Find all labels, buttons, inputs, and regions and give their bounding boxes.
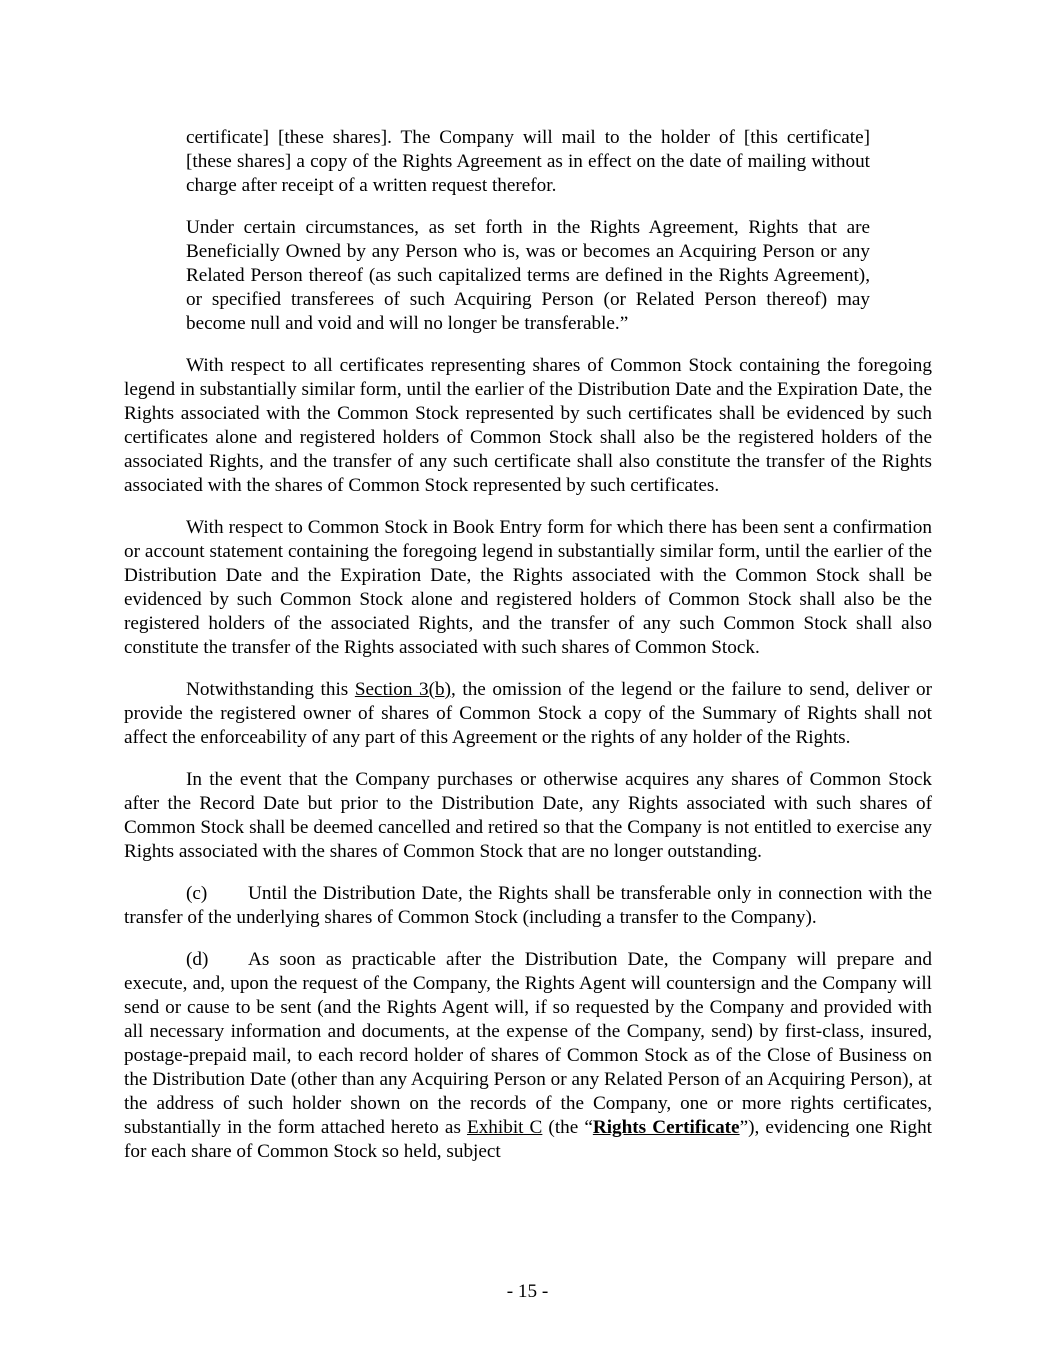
paragraph-book-entry: With respect to Common Stock in Book Entry form for which there has been sent a confirmation or account statement containing the foregoing legend in substantially similar form, until the earlier of the Distribution Date and the Expiration Date, the Rights associated with the Common Stock shall be evidenced by such Common Stock alone and registered holders of Common Stock shall also be the registered holders of the associated Rights, and the transfer of any such Common Stock shall also constitute the transfer of the Rights associated with such shares of Common Stock. — [124, 517, 932, 658]
page-content — [124, 126, 932, 1164]
paragraph-notwithstanding — [124, 678, 932, 750]
section-d-label: (d) — [186, 949, 209, 970]
paragraph-purchase: In the event that the Company purchases or otherwise acquires any shares of Common Stock after the Record Date but prior to the Distribution Date, any Rights associated with such shares of Common Stock shall be deemed cancelled and retired so that the Company is not entitled to exercise any Rights associated with the shares of Common Stock that are no longer outstanding. — [124, 769, 932, 862]
section-d-post-text: ”), evidencing one Right for each share of Common Stock so held, subject — [124, 1117, 933, 1162]
notwithstanding-pre-text: Notwithstanding this — [186, 679, 355, 700]
exhibit-c-reference: Exhibit C — [466, 1117, 543, 1138]
rights-certificate-term: Rights Certificate — [592, 1117, 740, 1138]
notwithstanding-post-text: , the omission of the legend or the failure to send, deliver or provide the registered owner of shares of Common Stock a copy of the Summary of Rights shall not affect the enforceability of any part of this Agreement or the rights of any holder of the Rights. — [124, 679, 932, 748]
section-c-label: (c) — [186, 883, 208, 904]
legend-paragraph-2: Under certain circumstances, as set forth in the Rights Agreement, Rights that are Beneficially Owned by any Person who is, was or becomes an Acquiring Person or any Related Person thereof (as such capitalized terms are defined in the Rights Agreement), or specified transferees of such Acquiring Person (or Related Person thereof) may become null and void and will no longer be transferable.” — [186, 217, 870, 334]
section-3b-reference: Section 3(b) — [354, 679, 451, 700]
section-d-paragraph — [124, 948, 932, 1164]
page-number: - 15 - — [506, 1281, 549, 1302]
section-c-text: Until the Distribution Date, the Rights shall be transferable only in connection with the transfer of the underlying shares of Common Stock (including a transfer to the Company). — [124, 883, 932, 928]
section-d-pre-text: As soon as practicable after the Distribution Date, the Company will prepare and execute, and, upon the request of the Company, the Rights Agent will countersign and the Company will send or cause to be sent (and the Rights Agent will, if so requested by the Company and provided with all necessary information and documents, at the expense of the Company, send) by first-class, insured, postage-prepaid mail, to each record holder of shares of Common Stock as of the Close of Business on the Distribution Date (other than any Acquiring Person or any Related Person of an Acquiring Person), at the address of such holder shown on the records of the Company, one or more rights certificates, substantially in the form attached hereto as — [124, 949, 932, 1138]
section-c-paragraph — [124, 882, 932, 930]
paragraph-certificates: With respect to all certificates representing shares of Common Stock containing the foregoing legend in substantially similar form, until the earlier of the Distribution Date and the Expiration Date, the Rights associated with the Common Stock represented by such certificates shall be evidenced by such certificates alone and registered holders of Common Stock shall also be the registered holders of the associated Rights, and the transfer of any such certificate shall also constitute the transfer of the Rights associated with the shares of Common Stock represented by such certificates. — [124, 355, 932, 496]
section-d-mid-text: (the “ — [542, 1117, 593, 1138]
legend-paragraph-1: certificate] [these shares]. The Company will mail to the holder of [this certificate] [these shares] a copy of the Rights Agreement as in effect on the date of mailing without charge after receipt of a written request therefor. — [186, 127, 870, 196]
